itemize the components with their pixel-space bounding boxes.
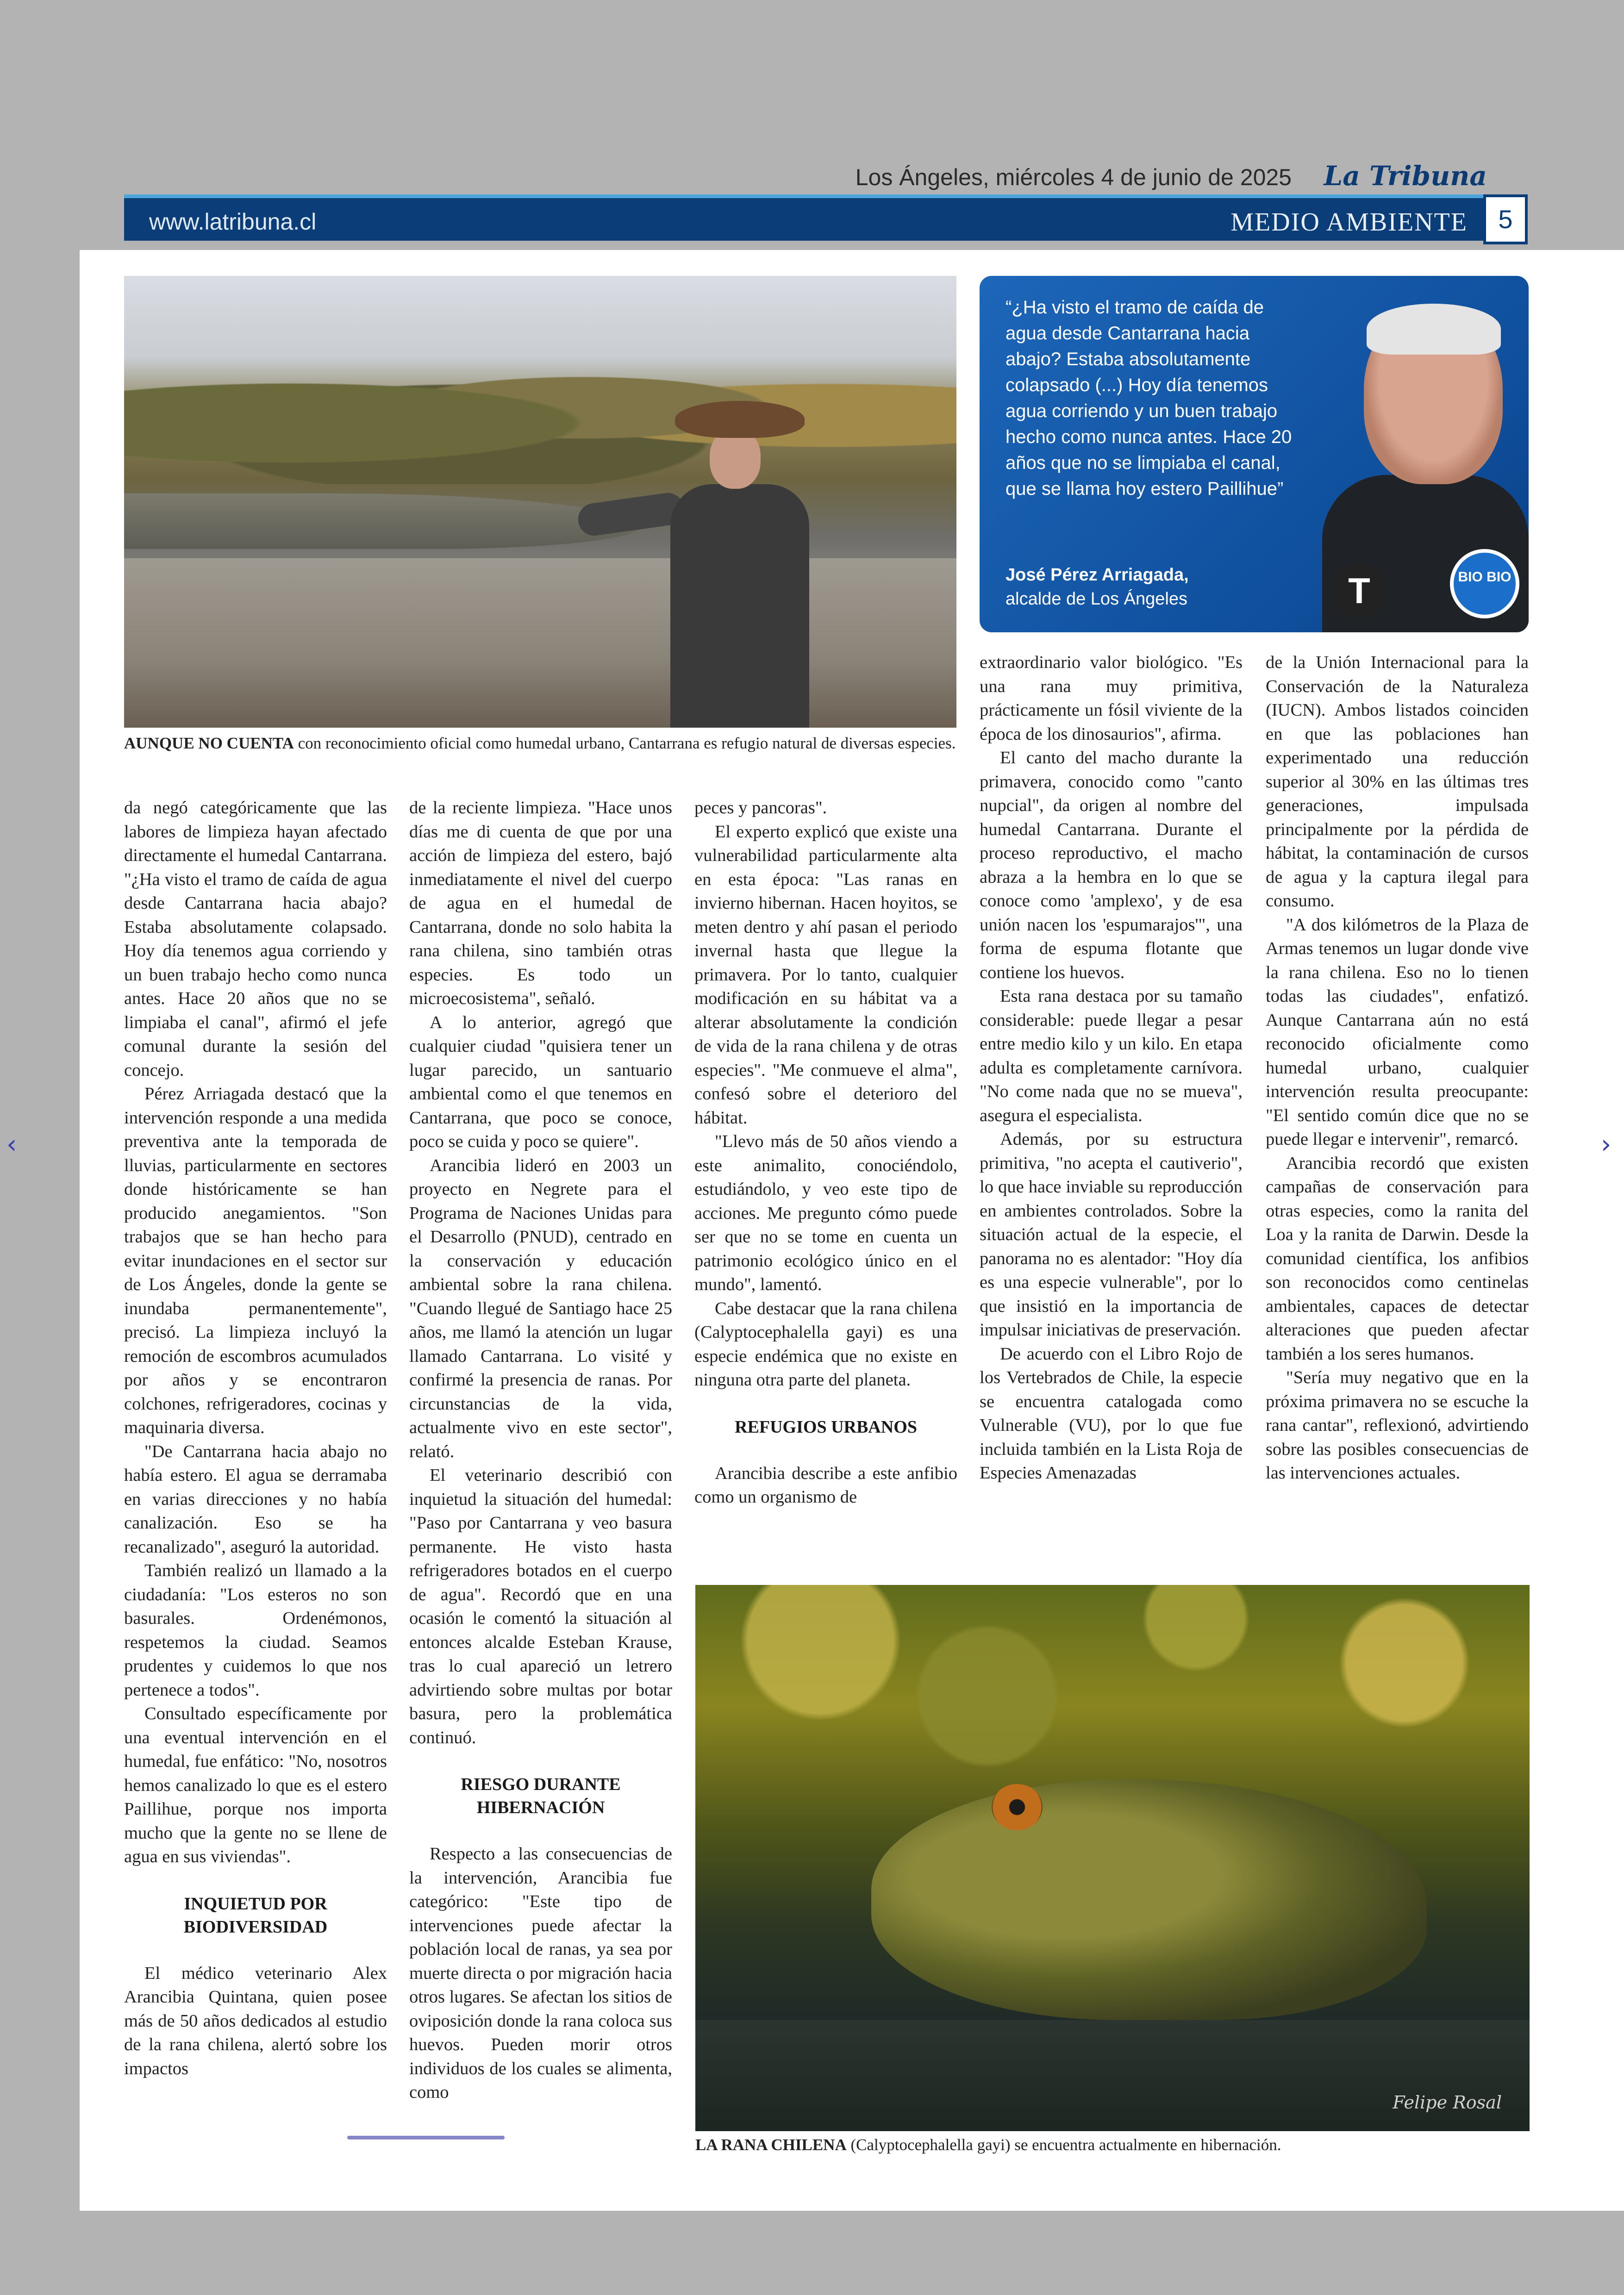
masthead-logo: La Tribuna [1324, 160, 1487, 192]
paragraph: "A dos kilómetros de la Plaza de Armas tenemos un lugar donde vive la rana chilena. Eso no lo tienen todas las ciudades", enfatizó. Aunque Cantarrana aún no está reconocido oficialmente como humedal urbano, cualquier intervención resulta preocupante: "El sentido común dice que no se puede llegar e intervenir", remarcó. [1266, 915, 1529, 1149]
paragraph: de la Unión Internacional para la Conservación de la Naturaleza (IUCN). Ambos listados coinciden en que las poblaciones han experimentado una reducción superior al 30% en las últimas tres generaciones, impulsada principalmente por la pérdida de hábitat, la contaminación de cursos de agua y la captura ilegal para consumo. [1266, 653, 1529, 911]
microphone-logo-biobio: BIO BIO [1450, 549, 1519, 618]
pull-quote-author [1006, 563, 1189, 611]
author-name: José Pérez Arriagada, [1006, 565, 1189, 585]
author-role: alcalde de Los Ángeles [1006, 589, 1187, 609]
photo-ground [124, 558, 956, 728]
paragraph: Pérez Arriagada destacó que la intervención responde a una medida preventiva ante la temporada de lluvias, particularmente en sectores donde históricamente se han producido anegamientos. "Son trabajos que se han hecho para evitar inundaciones en el sector sur de Los Ángeles, donde la gente se inundaba permanentemente", precisó. La limpieza incluyó la remoción de escombros acumulados por años y se encontraron colchones, refrigeradores, cocinas y maquinaria diversa. [124, 1084, 387, 1437]
text-column-3 [694, 796, 957, 1509]
paragraph: El canto del macho durante la primavera, conocido como "canto nupcial", da origen al nombre del humedal Cantarrana. Durante el proceso reproductivo, el macho abraza a la hembra en lo que se conoce como 'amplexo', y de esa unión nacen los 'espumarajos'", una forma de espuma flotante que contiene los huevos. [980, 748, 1243, 982]
paragraph: Esta rana destaca por su tamaño considerable: puede llegar a pesar entre medio kilo y un kilo. En etapa adulta es completamente carnívora. "No come nada que no se mueva", asegura el especialista. [980, 986, 1243, 1125]
paragraph: A lo anterior, agregó que cualquier ciudad "quisiera tener un lugar parecido, un santuario ambiental como el que tenemos en Cantarrana, que poco se conoce, poco se cuida y poco se quiere". [409, 1012, 672, 1151]
paragraph: de la reciente limpieza. "Hace unos días me di cuenta de que por una acción de limpieza del estero, bajó inmediatamente el nivel del cuerpo de agua en el humedal de Cantarrana, donde no solo habita la rana chilena, sino también otras especies. Es todo un microecosistema", señaló. [409, 798, 672, 1008]
caption-frog-text: (Calyptocephalella gayi) se encuentra actualmente en hibernación. [846, 2136, 1281, 2154]
section-title: MEDIO AMBIENTE [1230, 208, 1468, 237]
photo-water [124, 493, 640, 549]
text-column-5 [1266, 651, 1529, 1485]
subheading: REFUGIOS URBANOS [735, 1417, 917, 1437]
site-url[interactable]: www.latribuna.cl [149, 209, 317, 235]
text-column-1 [124, 796, 387, 2081]
microphone-logo-t: T [1331, 563, 1387, 618]
photo-person [643, 401, 828, 728]
paragraph: "De Cantarrana hacia abajo no había estero. El agua se derramaba en varias direcciones y no había canalización. Eso se ha recanalizado", aseguró la autoridad. [124, 1441, 387, 1557]
paragraph: "Sería muy negativo que en la próxima primavera no se escuche la rana cantar", reflexionó, advirtiendo sobre las posibles consecuencias de las intervenciones actuales. [1266, 1368, 1529, 1483]
subheading: RIESGO DURANTE HIBERNACIÓN [461, 1775, 621, 1817]
paragraph: Arancibia recordó que existen campañas de conservación para otras especies, como la ranita del Loa y la ranita de Darwin. Desde la comunidad científica, los anfibios son reconocidos como centinelas ambientales, capaces de detectar alteraciones que pueden afectar también a los seres humanos. [1266, 1153, 1529, 1364]
paragraph: "Llevo más de 50 años viendo a este animalito, conociéndolo, estudiándolo, y veo este tipo de acciones. Me pregunto cómo puede ser que no se tome en cuenta un patrimonio ecológico único en el mundo", lamentó. [694, 1132, 957, 1294]
paragraph: Arancibia describe a este anfibio como un organismo de [694, 1463, 957, 1507]
paragraph: De acuerdo con el Libro Rojo de los Vertebrados de Chile, la especie se encuentra catalogada como Vulnerable (VU), por lo que fue incluida también en la Lista Roja de Especies Amenazadas [980, 1344, 1243, 1483]
lead-photo-caption [124, 732, 956, 755]
photographer-signature: Felipe Rosal [1393, 2092, 1502, 2113]
text-column-4 [980, 651, 1243, 1485]
caption-frog-bold: LA RANA CHILENA [695, 2136, 847, 2154]
caption-lead-text: con reconocimiento oficial como humedal urbano, Cantarrana es refugio natural de diversas especies. [294, 734, 956, 752]
section-bar [124, 194, 1528, 241]
pull-quote-box [980, 276, 1529, 632]
paragraph: Consultado específicamente por una eventual intervención en el humedal, fue enfático: "No, nosotros hemos canalizado lo que es el estero Paillihue, porque nos importa mucho que la gente no se llene de agua en sus viviendas". [124, 1704, 387, 1866]
paragraph: El veterinario describió con inquietud la situación del humedal: "Paso por Cantarrana y veo basura permanente. He visto hasta refrigeradores botados en el cuerpo de agua". Recordó que en una ocasión le comentó la situación al entonces alcalde Esteban Krause, tras lo cual apareció un letrero advirtiendo sobre multas por botar basura, pero la problemática continuó. [409, 1466, 672, 1747]
header-topline [124, 160, 1528, 195]
pull-quote-text: “¿Ha visto el tramo de caída de agua desde Cantarrana hacia abajo? Estaba absolutamente colapsado (...) Hoy día tenemos agua corriendo y un buen trabajo hecho como nunca antes. Hace 20 años que no se limpiaba el canal, que se llama hoy estero Paillihue” [1006, 297, 1292, 499]
paragraph: El experto explicó que existe una vulnerabilidad particularmente alta en esta época: "Las ranas en invierno hibernan. Hacen hoyitos, se meten dentro y ahí pasan el periodo invernal hasta que llegue la primavera. Por lo tanto, cualquier modificación en su hábitat va a alterar absolutamente la condición de vida de la rana chilena y de otras especies". "Me conmueve el alma", confesó sobre el deterioro del hábitat. [694, 822, 957, 1128]
photo-frog-eye [992, 1784, 1043, 1830]
paragraph: Además, por su estructura primitiva, "no acepta el cautiverio", lo que hace inviable su reproducción en ambientes controlados. Sobre la situación actual de la especie, el panorama no es alentador: "Hoy día es una especie vulnerable", por lo que insistió en la importancia de impulsar iniciativas de preservación. [980, 1129, 1243, 1340]
paragraph: peces y pancoras". [694, 798, 827, 817]
text-column-2 [409, 796, 672, 2105]
next-page-arrow-icon[interactable]: › [1601, 1129, 1612, 1160]
paragraph: El médico veterinario Alex Arancibia Quintana, quien posee más de 50 años dedicados al estudio de la rana chilena, alertó sobre los impactos [124, 1963, 387, 2078]
prev-page-arrow-icon[interactable]: ‹ [6, 1129, 17, 1160]
paragraph: da negó categóricamente que las labores de limpieza hayan afectado directamente el humedal Cantarrana. "¿Ha visto el tramo de caída de agua desde Cantarrana hacia abajo? Estaba absolutamente colapsado. Hoy día tenemos agua corriendo y un buen trabajo hecho como nunca antes. Hace 20 años que no se limpiaba el canal", afirmó el jefe comunal durante la sesión del concejo. [124, 798, 387, 1080]
paragraph: Arancibia lideró en 2003 un proyecto en Negrete para el Programa de Naciones Unidas para el Desarrollo (PNUD), centrado en la conservación y educación ambiental sobre la rana chilena. "Cuando llegué de Santiago hace 25 años, me llamó la atención un lugar llamado Cantarrana. Lo visité y confirmé la presencia de ranas. Por circunstancias de la vida, actualmente vivo en este sector", relató. [409, 1155, 672, 1461]
photo-trees [124, 331, 956, 484]
reading-progress-bar[interactable] [347, 2136, 1273, 2139]
frog-photo [695, 1585, 1530, 2131]
reading-progress-fill [347, 2136, 505, 2139]
photo-frog-body [871, 1779, 1427, 2020]
dateline: Los Ángeles, miércoles 4 de junio de 2025 [855, 164, 1292, 190]
paragraph: Cabe destacar que la rana chilena (Calyptocephalella gayi) es una especie endémica que no existe en ninguna otra parte del planeta. [694, 1298, 957, 1390]
page-number: 5 [1483, 194, 1528, 244]
caption-lead-bold: AUNQUE NO CUENTA [124, 734, 294, 752]
paragraph: extraordinario valor biológico. "Es una rana muy primitiva, prácticamente un fósil viviente de la época de los dinosaurios", afirma. [980, 653, 1243, 744]
paragraph: Respecto a las consecuencias de la intervención, Arancibia fue categórico: "Este tipo de intervenciones puede afectar la población local de ranas, ya sea por muerte directa o por migración hacia otros lugares. Se afectan los sitios de oviposición donde la rana coloca sus huevos. Pueden morir otros individuos de los cuales se alimenta, como [409, 1844, 672, 2102]
subheading: INQUIETUD POR BIODIVERSIDAD [183, 1894, 328, 1937]
newspaper-page [80, 250, 1624, 2211]
paragraph: También realizó un llamado a la ciudadanía: "Los esteros no son basurales. Ordenémonos, respetemos la ciudad. Seamos prudentes y cuidemos lo que nos pertenece a todos". [124, 1561, 387, 1700]
lead-photo [124, 276, 956, 728]
